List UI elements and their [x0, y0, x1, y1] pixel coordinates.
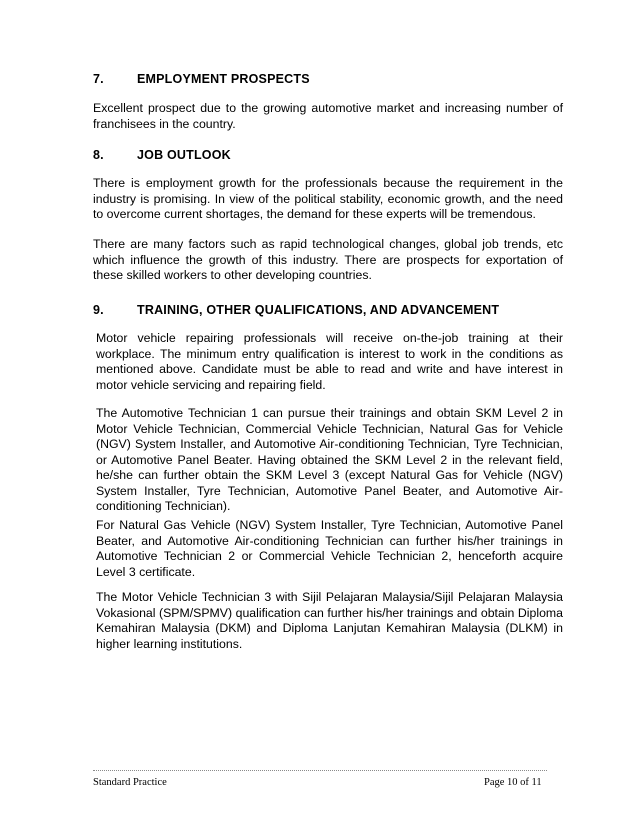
section-title: TRAINING, OTHER QUALIFICATIONS, AND ADVANCEMENT	[137, 303, 500, 317]
section-8-heading	[93, 148, 231, 162]
section-7-paragraph-1: Excellent prospect due to the growing automotive market and increasing number of franchisees in the country.	[93, 101, 563, 131]
section-title: EMPLOYMENT PROSPECTS	[137, 72, 310, 86]
section-9-paragraph-2: The Automotive Technician 1 can pursue their trainings and obtain SKM Level 2 in Motor Vehicle Technician, Commercial Vehicle Technician, Natural Gas for Vehicle (NGV) System Installer, and Automotive Air-conditioning Technician, Tyre Technician, or Automotive Panel Beater. Having obtained the SKM Level 2 in the relevant field, he/she can further obtain the SKM Level 3 (except Natural Gas for Vehicle (NGV) System Installer, Tyre Technician, Automotive Panel Beater, and Automotive Air-conditioning Technician).	[96, 406, 563, 513]
section-number: 7.	[93, 72, 104, 86]
section-number: 9.	[93, 303, 104, 317]
section-7-heading	[93, 72, 310, 86]
page-number: Page 10 of 11	[484, 777, 542, 788]
section-9-heading	[93, 303, 499, 317]
section-8-paragraph-2: There are many factors such as rapid technological changes, global job trends, etc which influence the growth of this industry. There are prospects for exportation of these skilled workers to other developing countries.	[93, 237, 563, 282]
section-title: JOB OUTLOOK	[137, 148, 231, 162]
section-number: 8.	[93, 148, 104, 162]
section-9-paragraph-3: For Natural Gas Vehicle (NGV) System Installer, Tyre Technician, Automotive Panel Beater, and Automotive Air-conditioning Technician can further his/her trainings in Automotive Technician 2 or Commercial Vehicle Technician 2, henceforth acquire Level 3 certificate.	[96, 518, 563, 579]
section-9-paragraph-4: The Motor Vehicle Technician 3 with Sijil Pelajaran Malaysia/Sijil Pelajaran Malaysia Vokasional (SPM/SPMV) qualification can further his/her trainings and obtain Diploma Kemahiran Malaysia (DKM) and Diploma Lanjutan Kemahiran Malaysia (DLKM) in higher learning institutions.	[96, 590, 563, 651]
footer-left-text: Standard Practice	[93, 777, 167, 788]
section-8-paragraph-1: There is employment growth for the professionals because the requirement in the industry is promising. In view of the political stability, economic growth, and the need to overcome current shortages, the demand for these experts will be tremendous.	[93, 176, 563, 221]
footer-divider	[93, 770, 547, 771]
section-9-paragraph-1: Motor vehicle repairing professionals will receive on-the-job training at their workplace. The minimum entry qualification is interest to work in the conditions as mentioned above. Candidate must be able to read and write and have interest in motor vehicle servicing and repairing field.	[96, 331, 563, 392]
